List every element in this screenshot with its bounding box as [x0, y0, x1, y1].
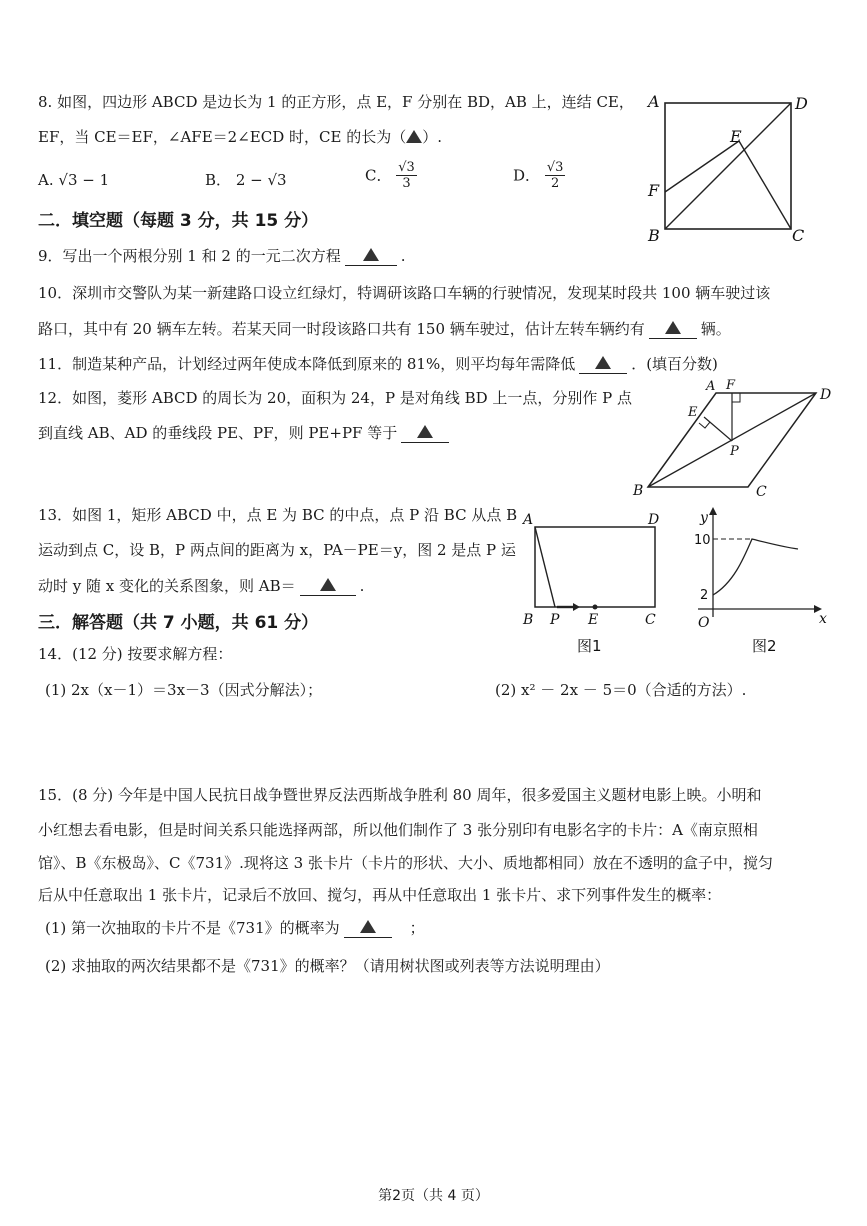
tick-label-2: 2 [700, 588, 709, 603]
option-fraction: $\frac{√3}{3}$ [398, 160, 415, 191]
label-c: C [792, 226, 805, 245]
q11-answer-blank [579, 353, 627, 374]
q14-part1: (1) 2x（x－1）＝3x－3（因式分解法）； [45, 681, 323, 699]
q15-part1 [45, 917, 425, 938]
q8-line2-end: ）. [422, 128, 442, 146]
option-label: A. [38, 171, 54, 189]
page-footer: 第2页（共 4 页） [378, 1188, 489, 1204]
q15-line2: 小红想去看电影，但是时间关系只能选择两部，所以他们制作了 3 张分别印有电影名字的卡片：A《南京照相 [38, 821, 758, 839]
q13-line3-end: . [359, 577, 365, 595]
label-p: P [730, 444, 739, 459]
label-x: x [819, 611, 827, 627]
q14-part2: (2) x² － 2x － 5＝0（合适的方法）. [495, 681, 747, 699]
answer-blank-icon [360, 920, 376, 933]
option-text: √3 − 1 [58, 171, 110, 189]
rectangle-abcd [535, 527, 655, 607]
q15-line4: 后从中任意取出 1 张卡片，记录后不放回、搅匀，再从中任意取出 1 张卡片、求下列事件发生的概率： [38, 886, 722, 904]
q10-line2 [38, 318, 731, 339]
q9-answer-blank [345, 245, 397, 266]
label-origin: O [698, 615, 710, 631]
label-c: C [645, 612, 656, 628]
q10-answer-blank [649, 318, 697, 339]
section-2-heading: 二．填空题（每题 3 分，共 15 分） [38, 211, 319, 231]
q15-answer-blank [344, 917, 392, 938]
q13-line3 [38, 575, 364, 596]
section-3-heading: 三．解答题（共 7 小题，共 61 分） [38, 613, 319, 633]
answer-blank-icon [320, 578, 336, 591]
q15-line3: 馆》、B《东极岛》、C《731》.现将这 3 张卡片（卡片的形状、大小、质地都相同）放在不透明的盒子中，搅匀 [38, 854, 773, 872]
option-fraction: $\frac{√3}{2}$ [546, 160, 564, 191]
label-b: B [648, 226, 660, 245]
q11-end: ．(填百分数) [631, 355, 718, 373]
arrow-head-icon [573, 603, 580, 611]
label-p: P [550, 612, 560, 628]
q10-line2-text: 路口，其中有 20 辆车左转。若某天同一时段该路口共有 150 辆车驶过，估计左转车辆约有 [38, 320, 645, 338]
label-a: A [648, 92, 660, 111]
label-a: A [523, 512, 534, 528]
label-e: E [730, 127, 742, 146]
q8-option-c [365, 160, 417, 191]
q13-figure-1 [515, 505, 675, 660]
right-angle-e [699, 422, 710, 428]
q13-line1: 13．如图 1，矩形 ABCD 中，点 E 为 BC 的中点，点 P 沿 BC 从点 B [38, 506, 518, 524]
segment-ap [535, 527, 555, 607]
q13-line2: 运动到点 C，设 B，P 两点间的距离为 x，PA－PE＝y，图 2 是点 P 运 [38, 541, 516, 559]
figure-1-caption: 图1 [577, 637, 602, 655]
label-c: C [756, 484, 767, 500]
q12-line2-text: 到直线 AB、AD 的垂线段 PE、PF，则 PE+PF 等于 [38, 424, 398, 442]
q12-rhombus-figure [628, 375, 838, 500]
label-a: A [706, 379, 716, 394]
label-f: F [726, 378, 736, 393]
q13-line3-text: 动时 y 随 x 变化的关系图象，则 AB＝ [38, 577, 296, 595]
answer-blank-icon [665, 321, 681, 334]
q12-line1: 12．如图，菱形 ABCD 的周长为 20，面积为 24，P 是对角线 BD 上一点，分别作 P 点 [38, 389, 633, 407]
q10-line1: 10．深圳市交警队为某一新建路口设立红绿灯，特调研该路口车辆的行驶情况，发现某时段共 100 辆车驶过该 [38, 284, 771, 302]
label-d: D [648, 512, 660, 528]
point-e [593, 605, 598, 610]
right-angle-f [732, 393, 740, 402]
q11-text: 11．制造某种产品，计划经过两年使成本降低到原来的 81%，则平均每年需降低 [38, 355, 576, 373]
q9-text: 9．写出一个两根分别 1 和 2 的一元二次方程 [38, 247, 341, 265]
label-e: E [688, 405, 698, 420]
q8-option-a [38, 170, 109, 190]
label-b: B [633, 483, 644, 499]
answer-blank-icon [417, 425, 433, 438]
q15-part1-text: (1) 第一次抽取的卡片不是《731》的概率为 [45, 919, 340, 937]
q12-answer-blank [401, 422, 449, 443]
option-label: D． [513, 166, 541, 185]
q15-line1: 15．(8 分) 今年是中国人民抗日战争暨世界反法西斯战争胜利 80 周年，很多爱国主义题材电影上映。小明和 [38, 786, 762, 804]
q8-line2-text: EF，当 CE＝EF，∠AFE＝2∠ECD 时，CE 的长为（ [38, 128, 407, 146]
q15-part2: (2) 求抽取的两次结果都不是《731》的概率？（请用树状图或列表等方法说明理由） [45, 957, 610, 975]
q14-title: 14．(12 分) 按要求解方程： [38, 645, 233, 663]
function-curve [713, 539, 798, 595]
option-label: B． [205, 171, 232, 189]
q15-part1-end: ； [409, 919, 425, 937]
q8-line2 [38, 127, 442, 147]
label-b: B [523, 612, 534, 628]
q8-square-figure [640, 88, 820, 248]
label-y: y [700, 510, 708, 526]
figure-2-caption: 图2 [752, 637, 777, 655]
q9 [38, 245, 406, 266]
segment-ec [739, 141, 791, 229]
option-label: C． [365, 166, 392, 185]
answer-blank-icon [363, 248, 379, 261]
diagonal-bd [665, 103, 791, 229]
answer-blank-icon [406, 130, 422, 143]
label-d: D [795, 94, 808, 113]
label-e: E [588, 612, 599, 628]
q13-figure-2 [688, 505, 838, 660]
q13-answer-blank [300, 575, 356, 596]
q8-line1: 8. 如图，四边形 ABCD 是边长为 1 的正方形，点 E，F 分别在 BD，AB 上，连结 CE， [38, 93, 634, 111]
q8-option-b [205, 170, 287, 190]
q11 [38, 353, 718, 374]
q9-end: . [400, 247, 406, 265]
label-d: D [820, 387, 832, 403]
tick-label-10: 10 [694, 533, 711, 548]
segment-pe [704, 417, 732, 441]
y-axis-arrow-icon [709, 507, 717, 515]
q10-line2-end: 辆。 [700, 320, 731, 338]
q12-line2 [38, 422, 453, 443]
q8-option-d [513, 160, 565, 191]
answer-blank-icon [595, 356, 611, 369]
label-f: F [648, 181, 660, 200]
option-text: 2 − √3 [235, 171, 287, 189]
